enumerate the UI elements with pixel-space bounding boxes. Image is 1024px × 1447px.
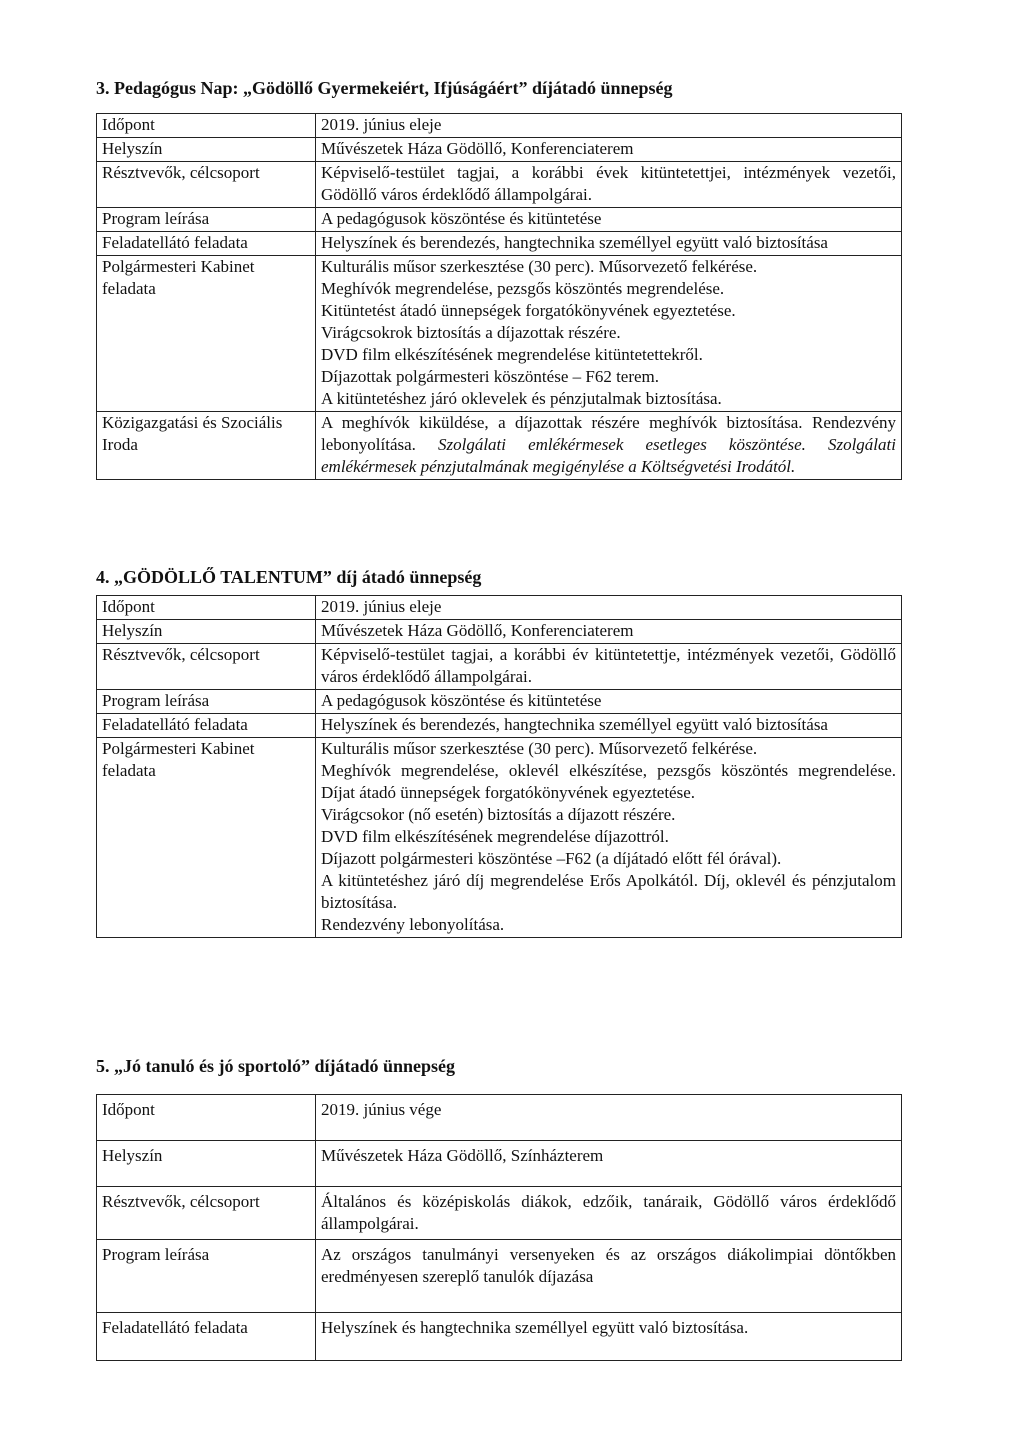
- row-value: Helyszínek és berendezés, hangtechnika személlyel együtt való biztosítása: [316, 714, 902, 738]
- section-4-title: 4. „GÖDÖLLŐ TALENTUM” díj átadó ünnepség: [96, 567, 482, 587]
- section-5-title: 5. „Jó tanuló és jó sportoló” díjátadó ünnepség: [96, 1056, 456, 1076]
- row-label: Időpont: [97, 114, 316, 138]
- table-row: [97, 1240, 902, 1313]
- task-line: Rendezvény lebonyolítása.: [321, 915, 505, 934]
- task-line: Díjazottak polgármesteri köszöntése – F62 terem.: [321, 367, 660, 386]
- row-value: Helyszínek és hangtechnika személlyel együtt való biztosítása.: [316, 1313, 902, 1361]
- table-row: [97, 412, 902, 480]
- row-label: Feladatellátó feladata: [97, 232, 316, 256]
- row-label: Helyszín: [97, 620, 316, 644]
- table-row: [97, 162, 902, 208]
- task-line: Meghívók megrendelése, pezsgős köszöntés megrendelése.: [321, 279, 725, 298]
- table-row: [97, 596, 902, 620]
- task-line: A kitüntetéshez járó oklevelek és pénzjutalmak biztosítása.: [321, 389, 722, 408]
- row-label: Program leírása: [97, 1240, 316, 1313]
- row-value: Művészetek Háza Gödöllő, Konferenciaterem: [316, 620, 902, 644]
- row-value: [316, 738, 902, 938]
- table-row: [97, 1141, 902, 1187]
- table-row: [97, 690, 902, 714]
- row-label: Program leírása: [97, 208, 316, 232]
- section-4-table: [96, 595, 902, 938]
- task-line: DVD film elkészítésének megrendelése díjazottról.: [321, 827, 669, 846]
- row-value-italic: Szolgálati emlékérmesek esetleges köszöntése. Szolgálati emlékérmesek pénzjutalmának megigénylése a Költségvetési Irodától.: [321, 435, 896, 476]
- row-value: 2019. június eleje: [316, 114, 902, 138]
- table-row: [97, 114, 902, 138]
- row-label: Résztvevők, célcsoport: [97, 1187, 316, 1240]
- task-line: Virágcsokor (nő esetén) biztosítás a díjazott részére.: [321, 805, 676, 824]
- table-row: [97, 644, 902, 690]
- row-value: 2019. június eleje: [316, 596, 902, 620]
- table-row: [97, 138, 902, 162]
- table-row: [97, 256, 902, 412]
- row-label: Polgármesteri Kabinet feladata: [97, 738, 316, 938]
- row-value: A pedagógusok köszöntése és kitüntetése: [316, 208, 902, 232]
- row-value: Helyszínek és berendezés, hangtechnika személlyel együtt való biztosítása: [316, 232, 902, 256]
- row-value: Művészetek Háza Gödöllő, Színházterem: [316, 1141, 902, 1187]
- task-line: Kulturális műsor szerkesztése (30 perc). Műsorvezető felkérése.: [321, 739, 758, 758]
- row-label: Résztvevők, célcsoport: [97, 644, 316, 690]
- section-5-table: [96, 1094, 902, 1361]
- task-line: Díjazott polgármesteri köszöntése –F62 (a díjátadó előtt fél órával).: [321, 849, 782, 868]
- table-row: [97, 738, 902, 938]
- table-row: [97, 232, 902, 256]
- row-value: [316, 412, 902, 480]
- row-label: Helyszín: [97, 1141, 316, 1187]
- table-row: [97, 1187, 902, 1240]
- row-value: 2019. június vége: [316, 1095, 902, 1141]
- table-row: [97, 208, 902, 232]
- table-row: [97, 1095, 902, 1141]
- row-label: Polgármesteri Kabinet feladata: [97, 256, 316, 412]
- row-label: Feladatellátó feladata: [97, 1313, 316, 1361]
- row-label: Közigazgatási és Szociális Iroda: [97, 412, 316, 480]
- table-row: [97, 714, 902, 738]
- task-line: Meghívók megrendelése, oklevél elkészítése, pezsgős köszöntés megrendelése. Díjat átadó ünnepségek forgatókönyvének egyeztetése.: [321, 761, 896, 802]
- row-label: Program leírása: [97, 690, 316, 714]
- row-label: Feladatellátó feladata: [97, 714, 316, 738]
- task-line: Kitüntetést átadó ünnepségek forgatókönyvének egyeztetése.: [321, 301, 736, 320]
- row-value: A pedagógusok köszöntése és kitüntetése: [316, 690, 902, 714]
- row-label: Résztvevők, célcsoport: [97, 162, 316, 208]
- table-row: [97, 620, 902, 644]
- row-value: Képviselő-testület tagjai, a korábbi év kitüntetettje, intézmények vezetői, Gödöllő város érdeklődő állampolgárai.: [316, 644, 902, 690]
- row-value: Művészetek Háza Gödöllő, Konferenciaterem: [316, 138, 902, 162]
- row-value: Képviselő-testület tagjai, a korábbi évek kitüntetettjei, intézmények vezetői, Gödöllő város érdeklődő állampolgárai.: [316, 162, 902, 208]
- section-3-title: 3. Pedagógus Nap: „Gödöllő Gyermekeiért, Ifjúságáért” díjátadó ünnepség: [96, 78, 673, 98]
- task-line: Kulturális műsor szerkesztése (30 perc). Műsorvezető felkérése.: [321, 257, 758, 276]
- task-line: Virágcsokrok biztosítás a díjazottak részére.: [321, 323, 621, 342]
- task-line: A kitüntetéshez járó díj megrendelése Erős Apolkától. Díj, oklevél és pénzjutalom biztosítása.: [321, 871, 896, 912]
- row-value-plain: A meghívók kiküldése, a díjazottak részére meghívók biztosítása. Rendezvény lebonyolítása.: [321, 413, 896, 454]
- row-value: [316, 256, 902, 412]
- row-value: Általános és középiskolás diákok, edzőik, tanáraik, Gödöllő város érdeklődő állampolgárai.: [316, 1187, 902, 1240]
- table-row: [97, 1313, 902, 1361]
- row-label: Időpont: [97, 1095, 316, 1141]
- section-3-table: [96, 113, 902, 480]
- task-line: DVD film elkészítésének megrendelése kitüntetettekről.: [321, 345, 703, 364]
- row-label: Helyszín: [97, 138, 316, 162]
- row-label: Időpont: [97, 596, 316, 620]
- row-value: Az országos tanulmányi versenyeken és az országos diákolimpiai döntőkben eredményesen szereplő tanulók díjazása: [316, 1240, 902, 1313]
